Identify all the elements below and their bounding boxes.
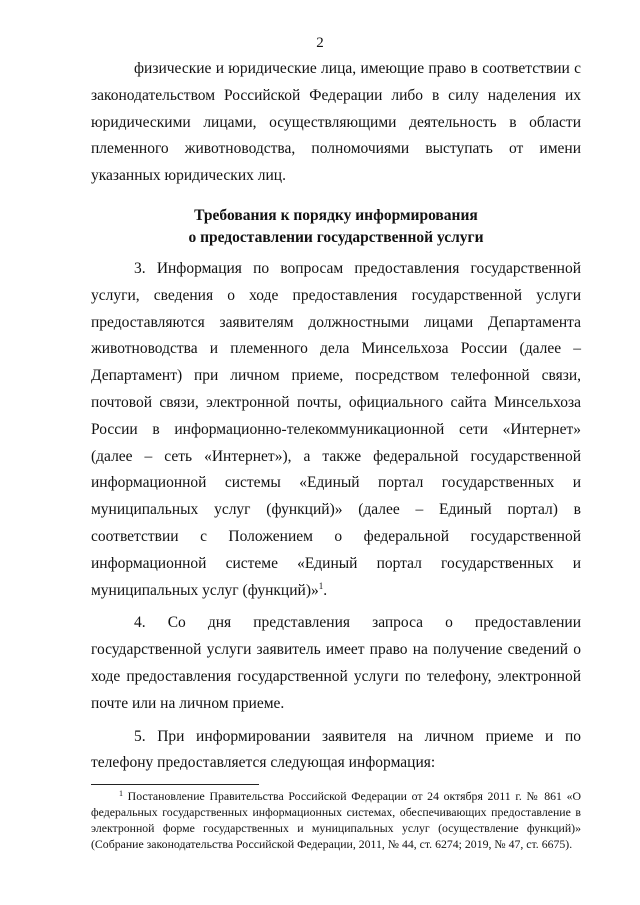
section-heading xyxy=(91,205,581,249)
paragraph-5: 5. При информировании заявителя на личном приеме и по телефону предоставляется следующая информация: xyxy=(91,727,581,772)
footnote-text: Постановление Правительства Российской Федерации от 24 октября 2011 г. № 861 «О федеральных государственных информационных системах, обеспечивающих предоставление в электронной форме государственных и муниципальных услуг (осуществление функций)» (Собрание законодательства Российской Федерации, 2011, № 44, ст. 6274; 2019, № 47, ст. 6675). xyxy=(91,789,581,851)
footnote xyxy=(91,788,581,852)
paragraph-3-end: . xyxy=(323,581,328,599)
intro-section xyxy=(91,56,581,190)
body-section xyxy=(91,256,581,783)
paragraph-3 xyxy=(91,256,581,604)
page-number: 2 xyxy=(316,35,324,51)
footnote-separator xyxy=(91,784,259,785)
footnote-reference: 1 xyxy=(318,580,324,591)
intro-paragraph: физические и юридические лица, имеющие право в соответствии с законодательством Российской Федерации либо в силу наделения их юридическими лицами, осуществляющими деятельность в области племенного животноводства, полномочиями выступать от имени указанных юридических лиц. xyxy=(91,60,581,185)
footnote-marker: 1 xyxy=(119,789,123,798)
paragraph-4: 4. Со дня представления запроса о предоставлении государственной услуги заявитель имеет право на получение сведений о ходе предоставления государственной услуги по телефону, электронной почте или на личном приеме. xyxy=(91,614,581,712)
footnote-paragraph xyxy=(91,788,581,852)
paragraph-3-text: 3. Информация по вопросам предоставления государственной услуги, сведения о ходе предоставления государственной услуги предоставляются заявителям должностными лицами Департамента животноводства и племенного дела Минсельхоза России (далее – Департамент) при личном приеме, посредством телефонной связи, почтовой связи, электронной почты, официального сайта Минсельхоза России в информационно-телекоммуникационной сети «Интернет» (далее – сеть «Интернет»), а также федеральной государственной информационной системы «Единый портал государственных и муниципальных услуг (функций)» (далее – Единый портал) в соответствии с Положением о федеральной государственной информационной системе «Единый портал государственных и муниципальных услуг (функций)» xyxy=(91,260,581,599)
section-heading-line-1: Требования к порядку информирования xyxy=(194,207,478,224)
section-heading-line-2: о предоставлении государственной услуги xyxy=(188,229,484,246)
